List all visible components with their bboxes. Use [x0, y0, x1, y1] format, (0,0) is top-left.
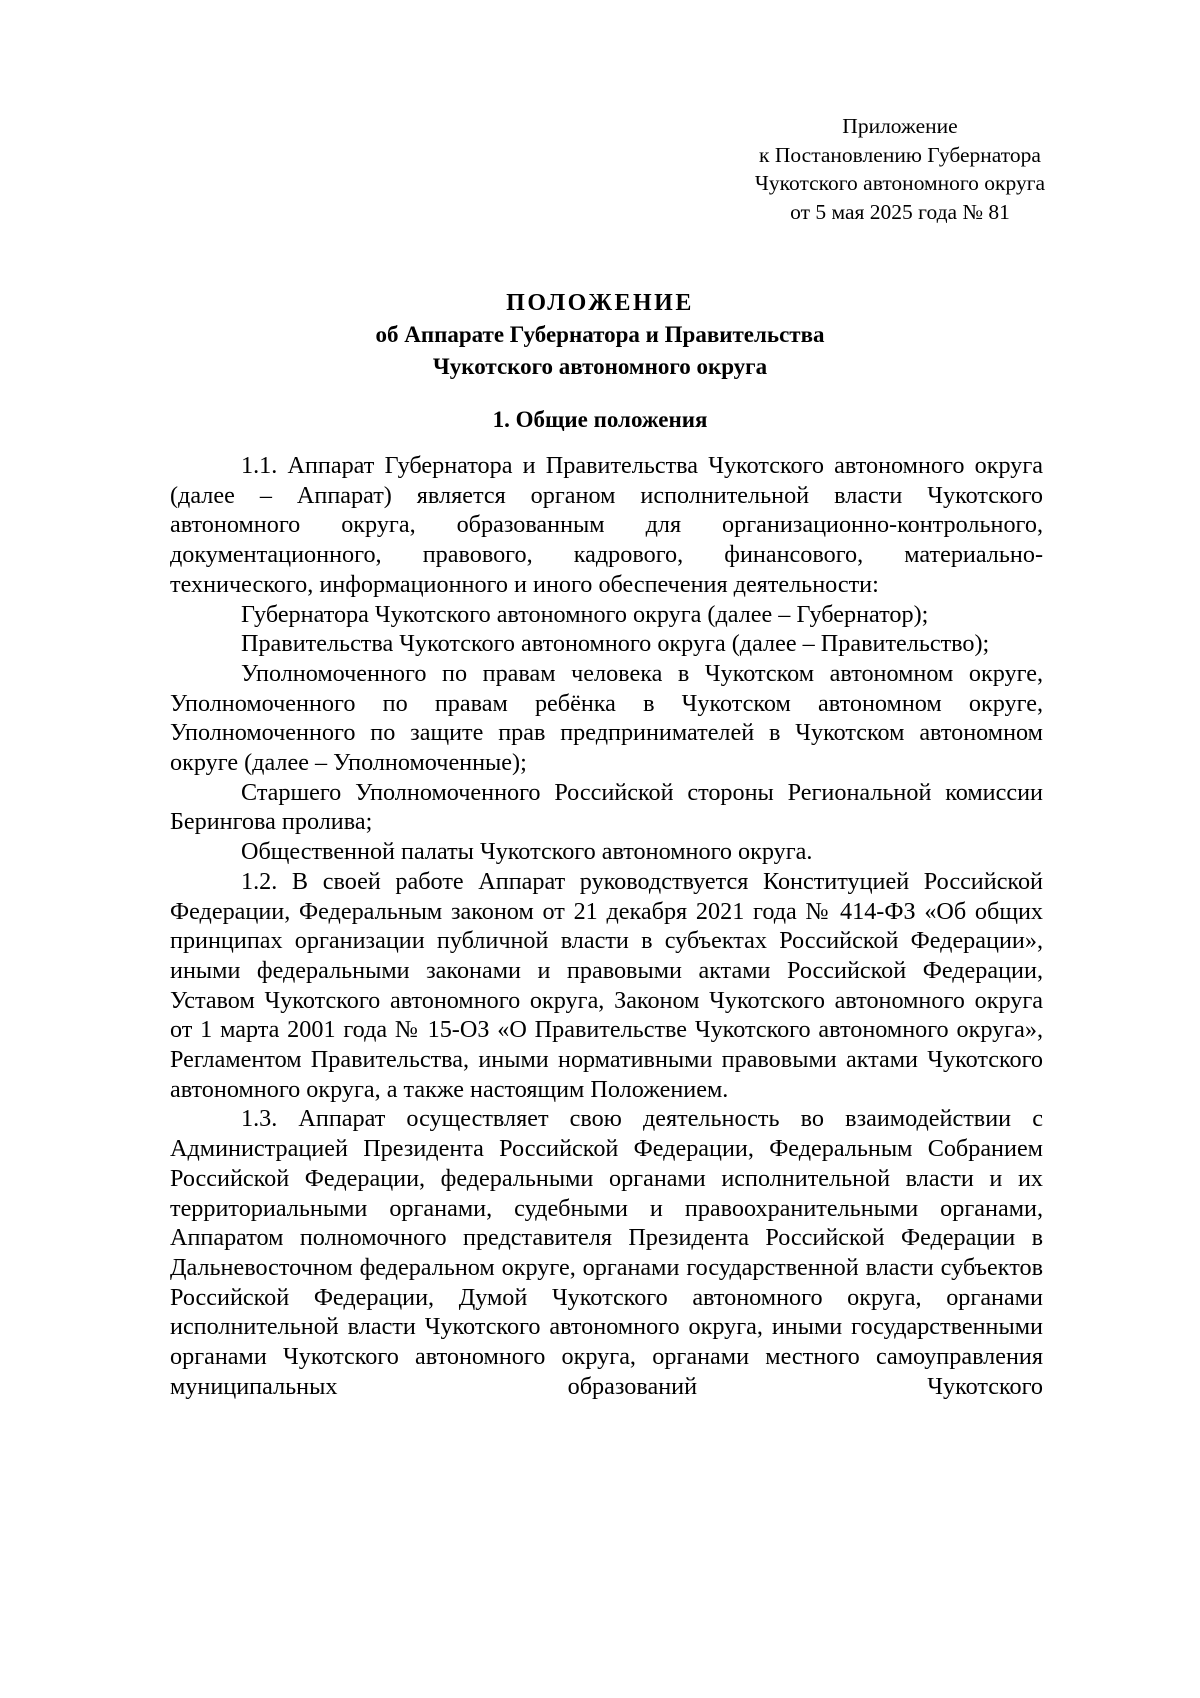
appendix-line: к Постановлению Губернатора	[759, 142, 1041, 167]
paragraph: 1.2. В своей работе Аппарат руководствуется Конституцией Российской Федерации, Федеральным законом от 21 декабря 2021 года № 414-ФЗ «Об общих принципах организации публичной власти в субъектах Российской Федерации», иными федеральными законами и правовыми актами Российской Федерации, Уставом Чукотского автономного округа, Законом Чукотского автономного округа от 1 марта 2001 года № 15-ОЗ «О Правительстве Чукотского автономного округа», Регламентом Правительства, иными нормативными правовыми актами Чукотского автономного округа, а также настоящим Положением.	[170, 867, 1043, 1103]
paragraph: Общественной палаты Чукотского автономного округа.	[241, 838, 813, 866]
paragraph: Губернатора Чукотского автономного округа (далее – Губернатор);	[241, 600, 929, 628]
paragraph: 1.1. Аппарат Губернатора и Правительства Чукотского автономного округа (далее – Аппарат) является органом исполнительной власти Чукотского автономного округа, образованным для организационно-контрольного, документационного, правового, кадрового, финансового, материально-технического, информационного и иного обеспечения деятельности:	[170, 452, 1043, 598]
appendix-line: Приложение	[842, 114, 958, 138]
paragraph: 1.3. Аппарат осуществляет свою деятельность во взаимодействии с Администрацией Президента Российской Федерации, Федеральным Собранием Российской Федерации, федеральными органами исполнительной власти и их территориальными органами, судебными и правоохранительными органами, Аппаратом полномочного представителя Президента Российской Федерации в Дальневосточном федеральном округе, органами государственной власти субъектов Российской Федерации, Думой Чукотского автономного округа, органами исполнительной власти Чукотского автономного округа, иными государственными органами Чукотского автономного округа, органами местного самоуправления муниципальных образований Чукотского	[170, 1105, 1043, 1400]
paragraph: Уполномоченного по правам человека в Чукотском автономном округе, Уполномоченного по правам ребёнка в Чукотском автономном округе, Уполномоченного по защите прав предпринимателей в Чукотском автономном округе (далее – Уполномоченные);	[170, 659, 1043, 777]
body-text	[170, 451, 1043, 1402]
title-subline: Чукотского автономного округа	[432, 354, 768, 379]
appendix-block	[700, 112, 1100, 226]
document-title	[170, 287, 1030, 383]
title-subline: об Аппарате Губернатора и Правительства	[375, 322, 825, 347]
appendix-line: Чукотского автономного округа	[754, 171, 1046, 195]
appendix-line: от 5 мая 2025 года № 81	[790, 199, 1010, 224]
paragraph: Старшего Уполномоченного Российской стороны Региональной комиссии Берингова пролива;	[170, 778, 1043, 836]
paragraph: Правительства Чукотского автономного округа (далее – Правительство);	[241, 630, 990, 658]
section-heading: 1. Общие положения	[492, 407, 708, 432]
title-main: ПОЛОЖЕНИЕ	[506, 290, 694, 316]
